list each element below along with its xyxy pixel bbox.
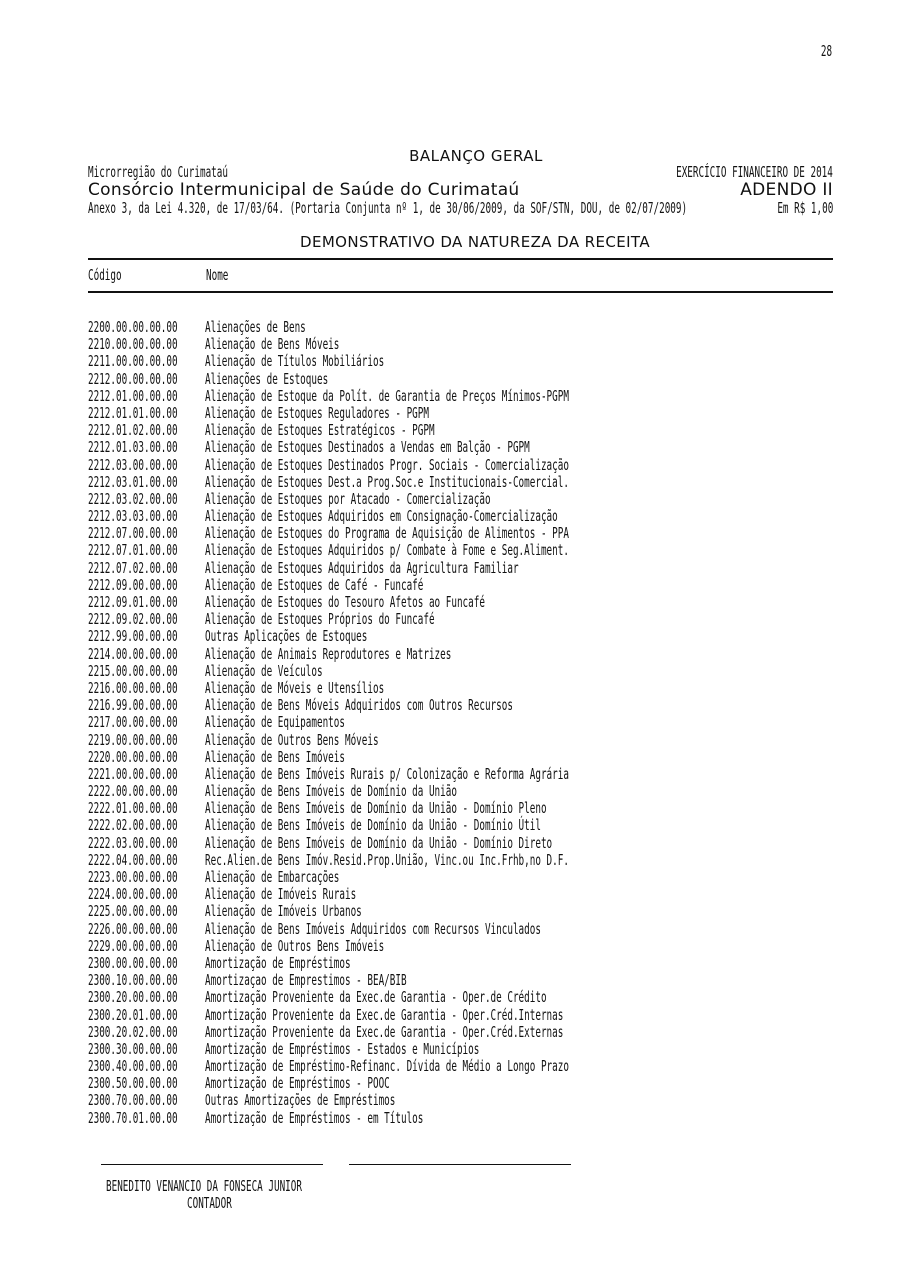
revenue-code: 2212.03.00.00.00 — [88, 455, 178, 474]
revenue-name: Amortização de Empréstimos - em Títulos — [205, 1108, 424, 1127]
list-item — [88, 937, 833, 954]
list-item — [88, 387, 833, 404]
list-item — [88, 731, 833, 748]
list-item — [88, 1057, 833, 1074]
revenue-name: Alienação de Outros Bens Imóveis — [205, 936, 385, 955]
divider-bottom — [88, 291, 833, 293]
revenue-code: 2215.00.00.00.00 — [88, 661, 178, 680]
list-item — [88, 490, 833, 507]
revenue-name: Alienação de Embarcações — [205, 868, 340, 886]
revenue-name: Alienação de Estoques Dest.a Prog.Soc.e Institucionais-Comercial. — [205, 472, 569, 491]
revenue-code: 2224.00.00.00.00 — [88, 885, 178, 904]
header-row-region — [88, 163, 833, 180]
revenue-code: 2212.03.02.00.00 — [88, 489, 178, 508]
revenue-name: Alienação de Bens Imóveis de Domínio da União - Domínio Direto — [205, 833, 553, 852]
revenue-name: Alienação de Estoques Destinados Progr. Sociais - Comercialização — [205, 455, 569, 474]
column-headers — [88, 266, 833, 286]
revenue-code: 2212.03.03.00.00 — [88, 507, 178, 526]
list-item — [88, 713, 833, 730]
revenue-code: 2216.99.00.00.00 — [88, 696, 178, 715]
revenue-code: 2300.70.01.00.00 — [88, 1108, 178, 1127]
list-item — [88, 610, 833, 627]
revenue-name: Amortização de Empréstimo-Refinanc. Dívida de Médio a Longo Prazo — [205, 1057, 569, 1076]
revenue-code: 2212.01.00.00.00 — [88, 386, 178, 405]
revenue-name: Amortização de Empréstimos — [205, 953, 351, 972]
revenue-name: Outras Aplicações de Estoques — [205, 627, 368, 646]
revenue-name: Alienação de Estoques Reguladores - PGPM — [205, 403, 429, 422]
list-item — [88, 1023, 833, 1040]
report-title-text: BALANÇO GERAL — [409, 147, 543, 165]
list-item — [88, 1006, 833, 1023]
list-item — [88, 404, 833, 421]
list-item — [88, 318, 833, 335]
list-item — [88, 902, 833, 919]
list-item — [88, 851, 833, 868]
revenue-code: 2222.04.00.00.00 — [88, 850, 178, 869]
revenue-list — [88, 318, 833, 1126]
list-item — [88, 679, 833, 696]
revenue-name: Alienação de Estoques Próprios do Funcafé — [205, 610, 435, 629]
revenue-name: Alienação de Estoques Adquiridos da Agricultura Familiar — [205, 558, 519, 577]
revenue-code: 2212.00.00.00.00 — [88, 369, 178, 388]
revenue-name: Rec.Alien.de Bens Imóv.Resid.Prop.União, Vinc.ou Inc.Frhb,no D.F. — [205, 850, 569, 869]
revenue-code: 2300.20.01.00.00 — [88, 1005, 178, 1024]
revenue-name: Outras Amortizações de Empréstimos — [205, 1091, 396, 1110]
revenue-code: 2210.00.00.00.00 — [88, 335, 178, 354]
revenue-code: 2223.00.00.00.00 — [88, 868, 178, 886]
revenue-code: 2220.00.00.00.00 — [88, 747, 178, 766]
list-item — [88, 421, 833, 438]
revenue-name: Alienação de Estoque da Polít. de Garantia de Preços Mínimos-PGPM — [205, 386, 569, 405]
section-title: DEMONSTRATIVO DA NATUREZA DA RECEITA — [300, 233, 650, 251]
page-number: 28 — [820, 42, 832, 60]
signatory-role: CONTADOR — [187, 1194, 232, 1212]
list-item — [88, 816, 833, 833]
revenue-code: 2300.40.00.00.00 — [88, 1057, 178, 1076]
signature-line-left — [101, 1164, 323, 1165]
revenue-code: 2212.01.01.00.00 — [88, 403, 178, 422]
revenue-code: 2214.00.00.00.00 — [88, 644, 178, 663]
list-item — [88, 559, 833, 576]
revenue-name: Alienação de Bens Móveis Adquiridos com Outros Recursos — [205, 696, 513, 715]
list-item — [88, 885, 833, 902]
revenue-code: 2212.07.01.00.00 — [88, 541, 178, 560]
revenue-name: Alienação de Bens Móveis — [205, 335, 340, 354]
list-item — [88, 696, 833, 713]
revenue-name: Alienação de Animais Reprodutores e Matrizes — [205, 644, 452, 663]
revenue-code: 2219.00.00.00.00 — [88, 730, 178, 749]
list-item — [88, 834, 833, 851]
list-item — [88, 645, 833, 662]
revenue-name: Alienação de Veículos — [205, 661, 323, 680]
revenue-name: Amortização Proveniente da Exec.de Garantia - Oper.Créd.Internas — [205, 1005, 564, 1024]
revenue-code: 2212.09.01.00.00 — [88, 593, 178, 611]
revenue-code: 2226.00.00.00.00 — [88, 919, 178, 938]
revenue-code: 2300.00.00.00.00 — [88, 953, 178, 972]
legal-basis: Anexo 3, da Lei 4.320, de 17/03/64. (Portaria Conjunta nº 1, de 30/06/2009, da SOF/STN, DOU, de 02/07/2009) — [88, 199, 688, 217]
list-item — [88, 593, 833, 610]
revenue-name: Amortização de Empréstimos - POOC — [205, 1074, 390, 1093]
list-item — [88, 1091, 833, 1108]
revenue-name: Alienação de Estoques do Tesouro Afetos ao Funcafé — [205, 593, 485, 611]
list-item — [88, 438, 833, 455]
signatory-name: BENEDITO VENANCIO DA FONSECA JUNIOR — [106, 1177, 302, 1195]
list-item — [88, 662, 833, 679]
list-item — [88, 765, 833, 782]
list-item — [88, 988, 833, 1005]
region-label: Microrregião do Curimataú — [88, 163, 228, 181]
signature-line-right — [349, 1164, 571, 1165]
list-item — [88, 920, 833, 937]
revenue-code: 2222.00.00.00.00 — [88, 782, 178, 801]
revenue-name: Amortização Proveniente da Exec.de Garantia - Oper.Créd.Externas — [205, 1022, 564, 1041]
list-item — [88, 352, 833, 369]
revenue-name: Amortizaçao de Emprestimos - BEA/BIB — [205, 971, 407, 990]
revenue-code: 2212.09.02.00.00 — [88, 610, 178, 629]
revenue-name: Alienação de Estoques de Café - Funcafé — [205, 575, 424, 594]
addendum-label: ADENDO II — [740, 180, 833, 200]
list-item — [88, 524, 833, 541]
revenue-name: Alienação de Estoques Adquiridos p/ Combate à Fome e Seg.Aliment. — [205, 541, 569, 560]
column-header-code: Código — [88, 266, 122, 284]
revenue-code: 2300.20.02.00.00 — [88, 1022, 178, 1041]
revenue-code: 2221.00.00.00.00 — [88, 764, 178, 783]
revenue-name: Amortização de Empréstimos - Estados e Municípios — [205, 1039, 480, 1058]
revenue-name: Alienação de Títulos Mobiliários — [205, 352, 385, 371]
revenue-name: Alienação de Bens Imóveis de Domínio da União - Domínio Útil — [205, 816, 541, 835]
list-item — [88, 507, 833, 524]
revenue-code: 2212.07.00.00.00 — [88, 524, 178, 543]
revenue-name: Alienação de Bens Imóveis — [205, 747, 345, 766]
revenue-name: Alienação de Estoques por Atacado - Comercialização — [205, 489, 491, 508]
revenue-name: Amortização Proveniente da Exec.de Garantia - Oper.de Crédito — [205, 988, 547, 1007]
revenue-code: 2222.02.00.00.00 — [88, 816, 178, 835]
revenue-code: 2225.00.00.00.00 — [88, 902, 178, 921]
revenue-code: 2300.30.00.00.00 — [88, 1039, 178, 1058]
list-item — [88, 627, 833, 644]
revenue-code: 2300.70.00.00.00 — [88, 1091, 178, 1110]
revenue-name: Alienação de Bens Imóveis Adquiridos com Recursos Vinculados — [205, 919, 541, 938]
divider-top — [88, 258, 833, 260]
column-header-name: Nome — [206, 266, 229, 284]
revenue-code: 2222.01.00.00.00 — [88, 799, 178, 818]
revenue-code: 2222.03.00.00.00 — [88, 833, 178, 852]
list-item — [88, 1109, 833, 1126]
revenue-code: 2200.00.00.00.00 — [88, 318, 178, 336]
list-item — [88, 782, 833, 799]
revenue-name: Alienação de Bens Imóveis Rurais p/ Colonização e Reforma Agrária — [205, 764, 569, 783]
revenue-code: 2300.50.00.00.00 — [88, 1074, 178, 1093]
list-item — [88, 954, 833, 971]
revenue-name: Alienação de Bens Imóveis de Domínio da União - Domínio Pleno — [205, 799, 547, 818]
list-item — [88, 971, 833, 988]
revenue-code: 2211.00.00.00.00 — [88, 352, 178, 371]
revenue-code: 2212.01.03.00.00 — [88, 438, 178, 457]
revenue-name: Alienação de Estoques Adquiridos em Consignação-Comercialização — [205, 507, 558, 526]
revenue-code: 2300.10.00.00.00 — [88, 971, 178, 990]
list-item — [88, 868, 833, 885]
list-item — [88, 576, 833, 593]
list-item — [88, 541, 833, 558]
revenue-name: Alienação de Estoques Destinados a Vendas em Balção - PGPM — [205, 438, 530, 457]
list-item — [88, 799, 833, 816]
revenue-name: Alienação de Bens Imóveis de Domínio da União — [205, 782, 457, 801]
revenue-code: 2300.20.00.00.00 — [88, 988, 178, 1007]
revenue-code: 2212.99.00.00.00 — [88, 627, 178, 646]
revenue-name: Alienação de Equipamentos — [205, 713, 345, 732]
list-item — [88, 748, 833, 765]
list-item — [88, 335, 833, 352]
revenue-name: Alienação de Estoques do Programa de Aquisição de Alimentos - PPA — [205, 524, 569, 543]
list-item — [88, 370, 833, 387]
revenue-code: 2229.00.00.00.00 — [88, 936, 178, 955]
list-item — [88, 1074, 833, 1091]
entity-name: Consórcio Intermunicipal de Saúde do Curimataú — [88, 180, 520, 200]
revenue-code: 2212.07.02.00.00 — [88, 558, 178, 577]
list-item — [88, 473, 833, 490]
revenue-name: Alienação de Imóveis Rurais — [205, 885, 357, 904]
revenue-code: 2212.01.02.00.00 — [88, 421, 178, 440]
revenue-name: Alienação de Outros Bens Móveis — [205, 730, 379, 749]
revenue-code: 2212.09.00.00.00 — [88, 575, 178, 594]
revenue-code: 2217.00.00.00.00 — [88, 713, 178, 732]
revenue-code: 2212.03.01.00.00 — [88, 472, 178, 491]
revenue-name: Alienação de Estoques Estratégicos - PGPM — [205, 421, 435, 440]
fiscal-year-label: EXERCÍCIO FINANCEIRO DE 2014 — [676, 163, 833, 181]
list-item — [88, 1040, 833, 1057]
revenue-name: Alienação de Imóveis Urbanos — [205, 902, 362, 921]
header-row-legal — [88, 199, 833, 216]
header-row-entity — [88, 180, 833, 200]
currency-label: Em R$ 1,00 — [777, 199, 833, 217]
list-item — [88, 456, 833, 473]
revenue-name: Alienações de Estoques — [205, 369, 329, 388]
revenue-code: 2216.00.00.00.00 — [88, 678, 178, 697]
revenue-name: Alienações de Bens — [205, 318, 306, 336]
revenue-name: Alienação de Móveis e Utensílios — [205, 678, 385, 697]
